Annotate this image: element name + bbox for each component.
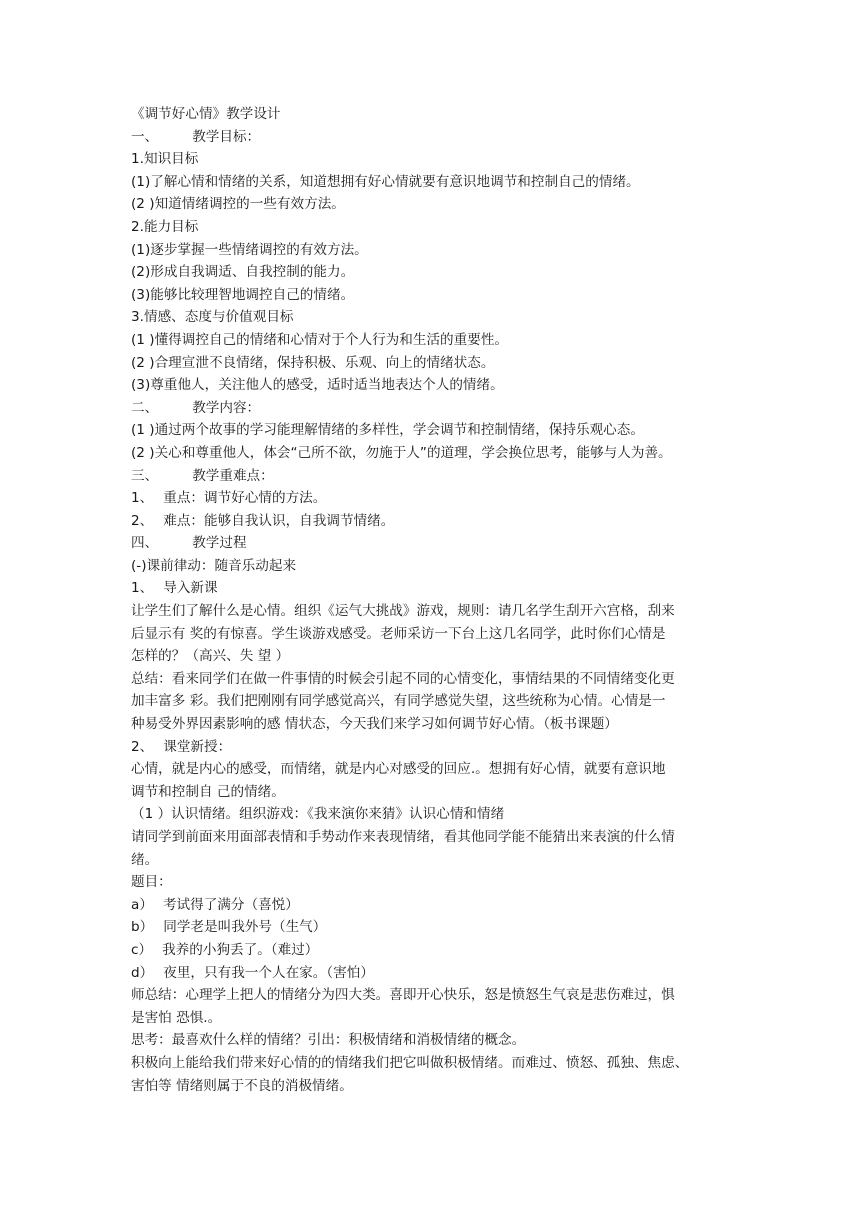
ability-goal-item: (2)形成自我调适、自我控制的能力。 [131, 264, 355, 281]
section-number: 四、 [131, 535, 159, 552]
topic-item [131, 916, 760, 939]
paragraph-line: 思考：最喜欢什么样的情绪？引出：积极情绪和消极情绪的概念。 [131, 1032, 526, 1049]
section-title: 教学目标： [192, 128, 261, 145]
step-heading [131, 736, 760, 759]
topics-label: 题目： [131, 874, 172, 891]
knowledge-goal-item: (2 )知道情绪调控的一些有效方法。 [131, 196, 345, 213]
knowledge-goal-heading: 1.知识目标 [131, 151, 199, 168]
paragraph-line: 总结：看来同学们在做一件事情的时候会引起不同的心情变化，事情结果的不同情绪变化更 [131, 670, 675, 687]
ability-goal-item: (3)能够比较理智地调控自己的情绪。 [131, 286, 355, 303]
paragraph-line: 加丰富多 彩。我们把刚刚有同学感觉高兴，有同学感觉失望，这些统称为心情。心情是一 [131, 693, 666, 710]
paragraph-line: 绪。 [131, 851, 159, 868]
step-heading [131, 577, 760, 600]
paragraph-line: 后显示有 奖的有惊喜。学生谈游戏感受。老师采访一下台上这几名同学，此时你们心情是 [131, 625, 666, 642]
topic-text: 夜里，只有我一个人在家。（害怕） [163, 964, 374, 981]
paragraph-line: 是害怕 恐惧.。 [131, 1009, 222, 1026]
warmup-line: (-)课前律动：随音乐动起来 [131, 557, 297, 574]
paragraph-line: 请同学到前面来用面部表情和手势动作来表现情绪，看其他同学能不能猜出来表演的什么情 [131, 829, 675, 845]
content-item: (1 )通过两个故事的学习能理解情绪的多样性，学会调节和控制情绪，保持乐观心态。 [131, 422, 644, 439]
emotion-goal-item: (1 )懂得调控自己的情绪和心情对于个人行为和生活的重要性。 [131, 331, 509, 348]
section-heading-process [131, 532, 760, 555]
topic-text: 我养的小狗丢了。（难过） [162, 941, 319, 958]
topic-item [131, 962, 760, 985]
paragraph-line: 怎样的？（高兴、失 望 ） [131, 648, 290, 665]
content-item: (2 )关心和尊重他人，体会“己所不欲，勿施于人”的道理，学会换位思考，能够与人为善。 [131, 444, 672, 461]
section-heading-goals [131, 126, 760, 149]
activity-line: （1 ）认识情绪。组织游戏：《我来演你来猜》认识心情和情绪 [131, 806, 505, 823]
topic-label: c） [131, 941, 153, 958]
section-heading-key-points [131, 465, 760, 488]
section-heading-content [131, 397, 760, 420]
item-text: 难点：能够自我认识，自我调节情绪。 [163, 512, 395, 529]
emotion-goal-heading: 3.情感、态度与价值观目标 [131, 309, 294, 326]
step-title: 课堂新授： [163, 738, 232, 755]
section-title: 教学重难点： [192, 467, 274, 484]
paragraph-line: 种易受外界因素影响的感 情状态，今天我们来学习如何调节好心情。（板书课题） [131, 716, 618, 733]
topic-label: a） [131, 896, 153, 913]
section-title: 教学内容： [192, 399, 261, 416]
topic-label: b） [131, 919, 154, 936]
item-text: 重点：调节好心情的方法。 [163, 490, 327, 507]
topic-label: d） [131, 964, 154, 981]
paragraph-line: 心情，就是内心的感受，而情绪，就是内心对感受的回应.。想拥有好心情，就要有意识地 [131, 761, 666, 778]
item-number: 1、 [131, 490, 154, 507]
section-number: 三、 [131, 467, 159, 484]
paragraph-line: 调节和控制自 己的情绪。 [131, 783, 285, 800]
paragraph-line: 积极向上能给我们带来好心情的的情绪我们把它叫做积极情绪。而难过、愤怒、孤独、焦虑、 [131, 1054, 689, 1071]
paragraph-line: 让学生们了解什么是心情。组织《运气大挑战》游戏，规则：请几名学生刮开六宫格，刮来 [131, 603, 675, 620]
item-number: 2、 [131, 512, 154, 529]
section-title: 教学过程 [192, 535, 247, 552]
emotion-goal-item: (3)尊重他人，关注他人的感受，适时适当地表达个人的情绪。 [131, 377, 504, 394]
step-number: 1、 [131, 580, 154, 597]
section-number: 一、 [131, 128, 159, 145]
topic-text: 同学老是叫我外号（生气） [163, 919, 327, 936]
paragraph-line: 害怕等 情绪则属于不良的消极情绪。 [131, 1077, 353, 1094]
document-title: 《调节好心情》教学设计 [131, 106, 281, 122]
knowledge-goal-item: (1)了解心情和情绪的关系，知道想拥有好心情就要有意识地调节和控制自己的情绪。 [131, 173, 640, 190]
step-title: 导入新课 [163, 580, 218, 597]
topic-text: 考试得了满分（喜悦） [162, 896, 299, 913]
paragraph-line: 师总结：心理学上把人的情绪分为四大类。喜即开心快乐，怒是愤怒生气哀是悲伤难过，惧 [131, 987, 675, 1004]
key-point-item [131, 487, 760, 510]
emotion-goal-item: (2 )合理宣泄不良情绪，保持积极、乐观、向上的情绪状态。 [131, 354, 495, 371]
topic-item [131, 894, 760, 917]
ability-goal-heading: 2.能力目标 [131, 218, 199, 235]
key-point-item [131, 510, 760, 533]
step-number: 2、 [131, 738, 154, 755]
ability-goal-item: (1)逐步掌握一些情绪调控的有效方法。 [131, 241, 368, 258]
topic-item [131, 939, 760, 962]
section-number: 二、 [131, 399, 159, 416]
